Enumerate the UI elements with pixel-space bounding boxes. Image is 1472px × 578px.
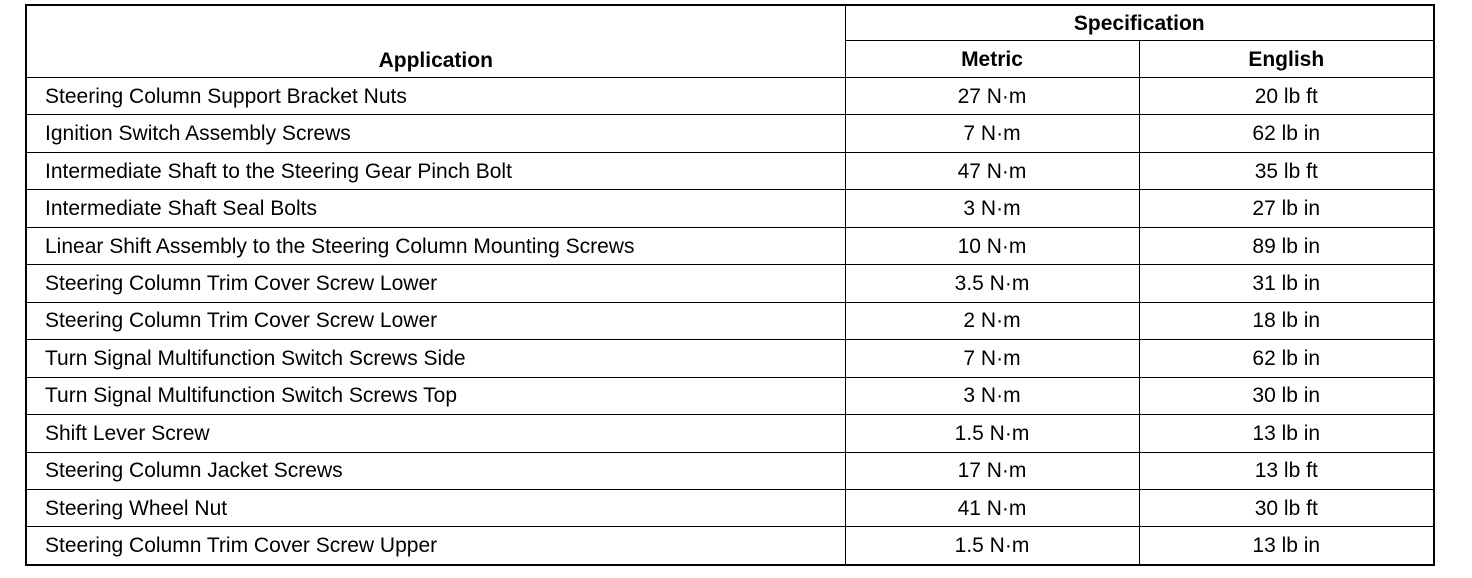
table-row xyxy=(26,527,1434,565)
fastener-torque-table xyxy=(25,4,1435,566)
metric-cell: 3 N·m xyxy=(845,377,1139,414)
english-cell: 35 lb ft xyxy=(1139,152,1434,189)
metric-cell: 2 N·m xyxy=(845,302,1139,339)
application-cell: Ignition Switch Assembly Screws xyxy=(26,115,845,152)
application-cell: Steering Wheel Nut xyxy=(26,489,845,526)
application-cell: Turn Signal Multifunction Switch Screws Side xyxy=(26,340,845,377)
application-column-header: Application xyxy=(26,5,845,78)
metric-cell: 10 N·m xyxy=(845,227,1139,264)
metric-cell: 1.5 N·m xyxy=(845,415,1139,452)
header-row-group xyxy=(26,5,1434,41)
metric-cell: 3.5 N·m xyxy=(845,265,1139,302)
application-cell: Turn Signal Multifunction Switch Screws Top xyxy=(26,377,845,414)
application-cell: Steering Column Trim Cover Screw Lower xyxy=(26,302,845,339)
english-cell: 13 lb in xyxy=(1139,415,1434,452)
metric-cell: 41 N·m xyxy=(845,489,1139,526)
table-row xyxy=(26,489,1434,526)
english-cell: 30 lb in xyxy=(1139,377,1434,414)
english-cell: 31 lb in xyxy=(1139,265,1434,302)
english-cell: 27 lb in xyxy=(1139,190,1434,227)
metric-column-header: Metric xyxy=(845,41,1139,78)
metric-cell: 7 N·m xyxy=(845,115,1139,152)
table-row xyxy=(26,152,1434,189)
table-row xyxy=(26,265,1434,302)
table-row xyxy=(26,190,1434,227)
application-cell: Shift Lever Screw xyxy=(26,415,845,452)
table-row xyxy=(26,452,1434,489)
english-cell: 62 lb in xyxy=(1139,340,1434,377)
metric-cell: 27 N·m xyxy=(845,78,1139,115)
table-row xyxy=(26,115,1434,152)
table-body xyxy=(26,78,1434,566)
table-row xyxy=(26,415,1434,452)
metric-cell: 47 N·m xyxy=(845,152,1139,189)
specification-group-header: Specification xyxy=(845,5,1434,41)
english-cell: 89 lb in xyxy=(1139,227,1434,264)
english-cell: 30 lb ft xyxy=(1139,489,1434,526)
english-column-header: English xyxy=(1139,41,1434,78)
application-cell: Intermediate Shaft to the Steering Gear Pinch Bolt xyxy=(26,152,845,189)
table-row xyxy=(26,377,1434,414)
application-cell: Intermediate Shaft Seal Bolts xyxy=(26,190,845,227)
english-cell: 62 lb in xyxy=(1139,115,1434,152)
application-cell: Steering Column Trim Cover Screw Lower xyxy=(26,265,845,302)
metric-cell: 7 N·m xyxy=(845,340,1139,377)
table-row xyxy=(26,340,1434,377)
metric-cell: 3 N·m xyxy=(845,190,1139,227)
application-cell: Steering Column Trim Cover Screw Upper xyxy=(26,527,845,565)
english-cell: 18 lb in xyxy=(1139,302,1434,339)
table-row xyxy=(26,78,1434,115)
metric-cell: 17 N·m xyxy=(845,452,1139,489)
application-cell: Steering Column Support Bracket Nuts xyxy=(26,78,845,115)
application-cell: Linear Shift Assembly to the Steering Column Mounting Screws xyxy=(26,227,845,264)
english-cell: 13 lb in xyxy=(1139,527,1434,565)
english-cell: 20 lb ft xyxy=(1139,78,1434,115)
application-cell: Steering Column Jacket Screws xyxy=(26,452,845,489)
english-cell: 13 lb ft xyxy=(1139,452,1434,489)
table-row xyxy=(26,227,1434,264)
table-row xyxy=(26,302,1434,339)
metric-cell: 1.5 N·m xyxy=(845,527,1139,565)
